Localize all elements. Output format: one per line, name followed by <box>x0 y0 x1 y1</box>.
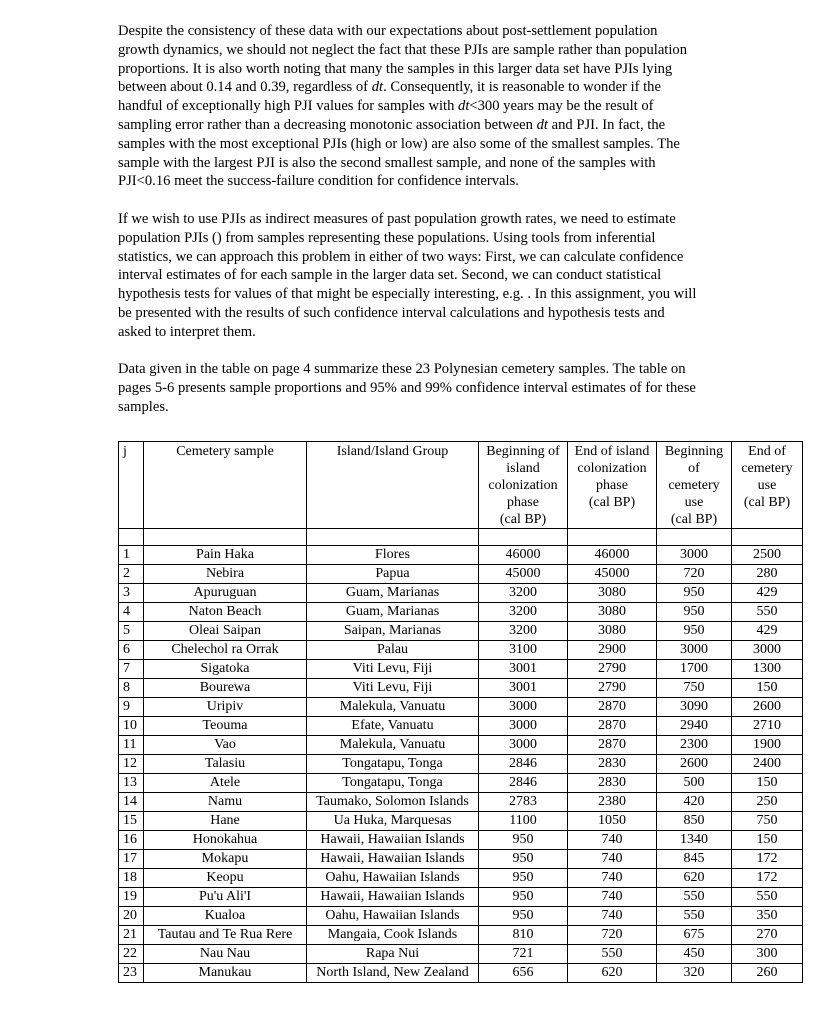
island-cell: Viti Levu, Fiji <box>307 679 479 698</box>
begin-colonization-cell: 2846 <box>479 774 568 793</box>
table-row <box>119 926 803 945</box>
begin-colonization-cell: 3001 <box>479 679 568 698</box>
island-cell: Malekula, Vanuatu <box>307 698 479 717</box>
end-colonization-cell: 45000 <box>568 565 657 584</box>
cemetery-sample-cell: Apuruguan <box>144 584 307 603</box>
table-row <box>119 793 803 812</box>
end-colonization-cell: 2900 <box>568 641 657 660</box>
end-colonization-cell: 740 <box>568 831 657 850</box>
island-cell: Papua <box>307 565 479 584</box>
begin-cemetery-cell: 620 <box>657 869 732 888</box>
end-cemetery-cell: 2710 <box>732 717 803 736</box>
cemetery-sample-cell: Pain Haka <box>144 546 307 565</box>
begin-cemetery-cell: 2300 <box>657 736 732 755</box>
begin-colonization-cell: 950 <box>479 907 568 926</box>
begin-cemetery-cell: 320 <box>657 964 732 983</box>
end-colonization-cell: 740 <box>568 907 657 926</box>
end-cemetery-cell: 3000 <box>732 641 803 660</box>
end-cemetery-cell: 550 <box>732 888 803 907</box>
cemetery-table <box>118 441 803 983</box>
table-row <box>119 641 803 660</box>
end-colonization-cell: 2870 <box>568 736 657 755</box>
begin-colonization-cell: 950 <box>479 831 568 850</box>
end-cemetery-cell: 1900 <box>732 736 803 755</box>
table-row <box>119 850 803 869</box>
row-index: 15 <box>119 812 144 831</box>
begin-colonization-cell: 721 <box>479 945 568 964</box>
island-cell: Oahu, Hawaiian Islands <box>307 907 479 926</box>
table-row <box>119 679 803 698</box>
cemetery-sample-cell: Sigatoka <box>144 660 307 679</box>
begin-colonization-cell: 3200 <box>479 603 568 622</box>
row-index: 4 <box>119 603 144 622</box>
header-sample: Cemetery sample <box>144 442 307 529</box>
cemetery-sample-cell: Chelechol ra Orrak <box>144 641 307 660</box>
begin-cemetery-cell: 850 <box>657 812 732 831</box>
begin-colonization-cell: 950 <box>479 850 568 869</box>
row-index: 9 <box>119 698 144 717</box>
paragraph-2: If we wish to use PJIs as indirect measures of past population growth rates, we need to estimate population PJIs () from samples representing these populations. Using tools from inferential statistics, we can approach this problem in either of two ways: First, we can calculate confidence interval estimates of for each sample in the larger data set. Second, we can conduct statistical hypothesis tests for values of that might be especially interesting, e.g. . In this assignment, you will be presented with the results of such confidence interval calculations and hypothesis tests and asked to interpret them. <box>118 210 697 340</box>
island-cell: Flores <box>307 546 479 565</box>
row-index: 3 <box>119 584 144 603</box>
document-body <box>118 22 698 435</box>
cemetery-sample-cell: Atele <box>144 774 307 793</box>
cemetery-sample-cell: Oleai Saipan <box>144 622 307 641</box>
paragraph-1: Despite the consistency of these data with our expectations about post-settlement population growth dynamics, we should not neglect the fact that these PJIs are sample rather than population proportions. It is also worth noting that many the samples in this larger data set have PJIs lying between about 0.14 and 0.39, regardless of dt. Consequently, it is reasonable to wonder if the handful of exceptionally high PJI values for samples with dt<300 years may be the result of sampling error rather than a decreasing monotonic association between dt and PJI. In fact, the samples with the most exceptional PJIs (high or low) are also some of the smallest samples. The sample with the largest PJI is also the second smallest sample, and none of the samples with PJI<0.16 meet the success-failure condition for confidence intervals. <box>118 23 687 190</box>
begin-colonization-cell: 2783 <box>479 793 568 812</box>
island-cell: Hawaii, Hawaiian Islands <box>307 850 479 869</box>
begin-colonization-cell: 3000 <box>479 736 568 755</box>
row-index: 16 <box>119 831 144 850</box>
cemetery-sample-cell: Namu <box>144 793 307 812</box>
end-colonization-cell: 1050 <box>568 812 657 831</box>
island-cell: Oahu, Hawaiian Islands <box>307 869 479 888</box>
table-row <box>119 584 803 603</box>
table-row <box>119 774 803 793</box>
cemetery-sample-cell: Pu'u Ali'I <box>144 888 307 907</box>
end-cemetery-cell: 300 <box>732 945 803 964</box>
end-colonization-cell: 740 <box>568 850 657 869</box>
begin-cemetery-cell: 950 <box>657 584 732 603</box>
table-row <box>119 964 803 983</box>
row-index: 12 <box>119 755 144 774</box>
begin-colonization-cell: 3000 <box>479 698 568 717</box>
end-cemetery-cell: 150 <box>732 679 803 698</box>
end-cemetery-cell: 172 <box>732 850 803 869</box>
end-cemetery-cell: 150 <box>732 831 803 850</box>
header-begin-cemetery: Beginning of cemetery use (cal BP) <box>657 442 732 529</box>
end-cemetery-cell: 429 <box>732 622 803 641</box>
table-row <box>119 660 803 679</box>
table-row <box>119 888 803 907</box>
row-index: 8 <box>119 679 144 698</box>
row-index: 17 <box>119 850 144 869</box>
cemetery-sample-cell: Bourewa <box>144 679 307 698</box>
end-cemetery-cell: 2400 <box>732 755 803 774</box>
begin-cemetery-cell: 950 <box>657 622 732 641</box>
end-cemetery-cell: 270 <box>732 926 803 945</box>
row-index: 21 <box>119 926 144 945</box>
table-row <box>119 546 803 565</box>
end-colonization-cell: 550 <box>568 945 657 964</box>
island-cell: Taumako, Solomon Islands <box>307 793 479 812</box>
begin-cemetery-cell: 845 <box>657 850 732 869</box>
row-index: 5 <box>119 622 144 641</box>
end-colonization-cell: 2870 <box>568 698 657 717</box>
table-row <box>119 717 803 736</box>
table-row <box>119 945 803 964</box>
begin-colonization-cell: 45000 <box>479 565 568 584</box>
begin-cemetery-cell: 2600 <box>657 755 732 774</box>
island-cell: Malekula, Vanuatu <box>307 736 479 755</box>
table-row <box>119 565 803 584</box>
end-cemetery-cell: 1300 <box>732 660 803 679</box>
cemetery-sample-cell: Hane <box>144 812 307 831</box>
cemetery-sample-cell: Manukau <box>144 964 307 983</box>
end-colonization-cell: 2830 <box>568 755 657 774</box>
island-cell: Tongatapu, Tonga <box>307 774 479 793</box>
row-index: 11 <box>119 736 144 755</box>
row-index: 22 <box>119 945 144 964</box>
end-cemetery-cell: 2500 <box>732 546 803 565</box>
island-cell: North Island, New Zealand <box>307 964 479 983</box>
end-colonization-cell: 2870 <box>568 717 657 736</box>
island-cell: Efate, Vanuatu <box>307 717 479 736</box>
table-row <box>119 755 803 774</box>
island-cell: Tongatapu, Tonga <box>307 755 479 774</box>
cemetery-sample-cell: Keopu <box>144 869 307 888</box>
end-colonization-cell: 3080 <box>568 622 657 641</box>
island-cell: Ua Huka, Marquesas <box>307 812 479 831</box>
begin-cemetery-cell: 750 <box>657 679 732 698</box>
island-cell: Guam, Marianas <box>307 584 479 603</box>
island-cell: Hawaii, Hawaiian Islands <box>307 888 479 907</box>
paragraph-3: Data given in the table on page 4 summarize these 23 Polynesian cemetery samples. The table on pages 5-6 presents sample proportions and 95% and 99% confidence interval estimates of for these samples. <box>118 361 696 415</box>
cemetery-sample-cell: Kualoa <box>144 907 307 926</box>
end-cemetery-cell: 150 <box>732 774 803 793</box>
table-row <box>119 603 803 622</box>
begin-colonization-cell: 3200 <box>479 622 568 641</box>
begin-colonization-cell: 810 <box>479 926 568 945</box>
row-index: 2 <box>119 565 144 584</box>
row-index: 13 <box>119 774 144 793</box>
end-cemetery-cell: 429 <box>732 584 803 603</box>
begin-colonization-cell: 2846 <box>479 755 568 774</box>
end-cemetery-cell: 280 <box>732 565 803 584</box>
begin-cemetery-cell: 720 <box>657 565 732 584</box>
cemetery-sample-cell: Nau Nau <box>144 945 307 964</box>
end-colonization-cell: 2790 <box>568 679 657 698</box>
cemetery-sample-cell: Vao <box>144 736 307 755</box>
island-cell: Mangaia, Cook Islands <box>307 926 479 945</box>
begin-cemetery-cell: 450 <box>657 945 732 964</box>
table-row <box>119 736 803 755</box>
begin-cemetery-cell: 3090 <box>657 698 732 717</box>
end-colonization-cell: 620 <box>568 964 657 983</box>
begin-colonization-cell: 3001 <box>479 660 568 679</box>
end-colonization-cell: 2830 <box>568 774 657 793</box>
begin-colonization-cell: 656 <box>479 964 568 983</box>
row-index: 10 <box>119 717 144 736</box>
island-cell: Palau <box>307 641 479 660</box>
header-end-colonization: End of island colonization phase (cal BP) <box>568 442 657 529</box>
end-cemetery-cell: 550 <box>732 603 803 622</box>
island-cell: Viti Levu, Fiji <box>307 660 479 679</box>
row-index: 19 <box>119 888 144 907</box>
cemetery-sample-cell: Tautau and Te Rua Rere <box>144 926 307 945</box>
begin-cemetery-cell: 2940 <box>657 717 732 736</box>
cemetery-sample-cell: Naton Beach <box>144 603 307 622</box>
header-end-cemetery: End of cemetery use (cal BP) <box>732 442 803 529</box>
end-colonization-cell: 3080 <box>568 584 657 603</box>
begin-colonization-cell: 950 <box>479 869 568 888</box>
cemetery-sample-cell: Teouma <box>144 717 307 736</box>
begin-colonization-cell: 3000 <box>479 717 568 736</box>
island-cell: Guam, Marianas <box>307 603 479 622</box>
begin-cemetery-cell: 675 <box>657 926 732 945</box>
header-island: Island/Island Group <box>307 442 479 529</box>
table-body <box>119 546 803 983</box>
table-row <box>119 622 803 641</box>
cemetery-sample-cell: Mokapu <box>144 850 307 869</box>
begin-colonization-cell: 950 <box>479 888 568 907</box>
end-cemetery-cell: 2600 <box>732 698 803 717</box>
end-colonization-cell: 720 <box>568 926 657 945</box>
row-index: 7 <box>119 660 144 679</box>
cemetery-sample-cell: Nebira <box>144 565 307 584</box>
header-begin-colonization: Beginning of island colonization phase (cal BP) <box>479 442 568 529</box>
end-colonization-cell: 46000 <box>568 546 657 565</box>
table-row <box>119 831 803 850</box>
end-cemetery-cell: 750 <box>732 812 803 831</box>
row-index: 1 <box>119 546 144 565</box>
row-index: 6 <box>119 641 144 660</box>
cemetery-sample-cell: Talasiu <box>144 755 307 774</box>
end-colonization-cell: 3080 <box>568 603 657 622</box>
island-cell: Rapa Nui <box>307 945 479 964</box>
table-row <box>119 698 803 717</box>
end-cemetery-cell: 250 <box>732 793 803 812</box>
row-index: 23 <box>119 964 144 983</box>
begin-cemetery-cell: 420 <box>657 793 732 812</box>
begin-cemetery-cell: 550 <box>657 888 732 907</box>
table-row <box>119 907 803 926</box>
end-colonization-cell: 2380 <box>568 793 657 812</box>
begin-colonization-cell: 46000 <box>479 546 568 565</box>
table-row <box>119 812 803 831</box>
begin-cemetery-cell: 550 <box>657 907 732 926</box>
begin-colonization-cell: 1100 <box>479 812 568 831</box>
begin-colonization-cell: 3200 <box>479 584 568 603</box>
table-header-row <box>119 442 803 529</box>
row-index: 14 <box>119 793 144 812</box>
header-j: j <box>119 442 144 529</box>
end-colonization-cell: 740 <box>568 869 657 888</box>
begin-cemetery-cell: 3000 <box>657 641 732 660</box>
begin-cemetery-cell: 1340 <box>657 831 732 850</box>
island-cell: Saipan, Marianas <box>307 622 479 641</box>
end-colonization-cell: 740 <box>568 888 657 907</box>
begin-cemetery-cell: 1700 <box>657 660 732 679</box>
end-cemetery-cell: 260 <box>732 964 803 983</box>
end-cemetery-cell: 172 <box>732 869 803 888</box>
cemetery-sample-cell: Honokahua <box>144 831 307 850</box>
end-colonization-cell: 2790 <box>568 660 657 679</box>
begin-cemetery-cell: 950 <box>657 603 732 622</box>
cemetery-sample-cell: Uripiv <box>144 698 307 717</box>
end-cemetery-cell: 350 <box>732 907 803 926</box>
begin-colonization-cell: 3100 <box>479 641 568 660</box>
row-index: 20 <box>119 907 144 926</box>
island-cell: Hawaii, Hawaiian Islands <box>307 831 479 850</box>
begin-cemetery-cell: 500 <box>657 774 732 793</box>
row-index: 18 <box>119 869 144 888</box>
begin-cemetery-cell: 3000 <box>657 546 732 565</box>
table-row <box>119 869 803 888</box>
table-spacer-row <box>119 529 803 546</box>
